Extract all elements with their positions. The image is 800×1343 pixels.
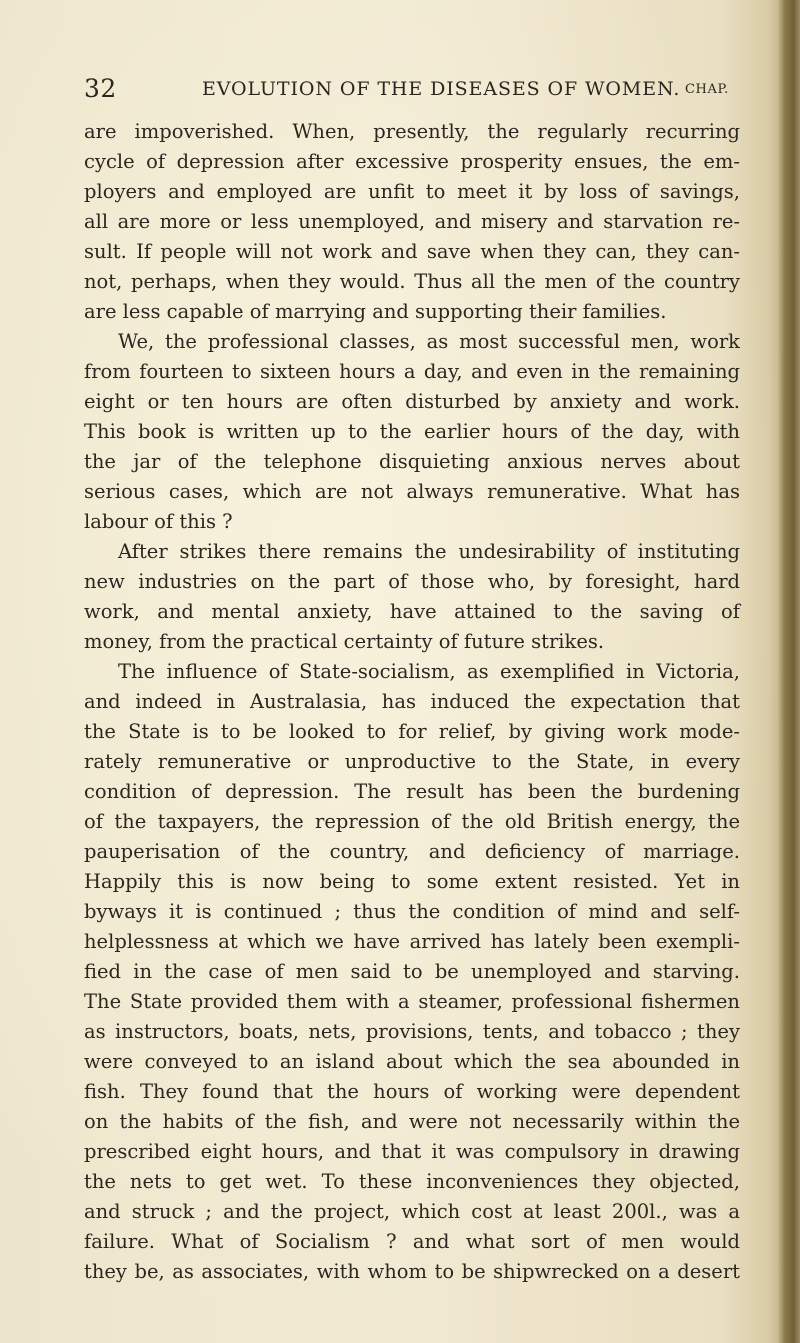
text-line: serious cases, which are not always remunerative. What has xyxy=(84,480,740,503)
text-line: pauperisation of the country, and deficiency of marriage. xyxy=(84,840,740,863)
text-line: the nets to get wet. To these inconveniences they objected, xyxy=(84,1170,740,1193)
text-line: and indeed in Australasia, has induced the expectation that xyxy=(84,690,740,713)
text-line: byways it is continued ; thus the condition of mind and self- xyxy=(84,900,740,923)
text-line: on the habits of the fish, and were not necessarily within the xyxy=(84,1110,740,1133)
text-line: money, from the practical certainty of future strikes. xyxy=(84,630,605,653)
text-line: were conveyed to an island about which the sea abounded in xyxy=(84,1050,740,1073)
text-line: sult. If people will not work and save when they can, they can- xyxy=(84,240,740,263)
text-line: new industries on the part of those who, by foresight, hard xyxy=(84,570,740,593)
text-line: are impoverished. When, presently, the regularly recurring xyxy=(84,120,740,143)
text-line: are less capable of marrying and supporting their families. xyxy=(84,300,667,323)
text-line: rately remunerative or unproductive to the State, in every xyxy=(84,750,740,773)
page-number: 32 xyxy=(84,74,117,103)
text-line: helplessness at which we have arrived has lately been exempli- xyxy=(84,930,740,953)
text-line: the State is to be looked to for relief, by giving work mode- xyxy=(84,720,740,743)
body-text xyxy=(84,117,740,1287)
text-line: labour of this ? xyxy=(84,510,233,533)
text-line: Happily this is now being to some extent resisted. Yet in xyxy=(84,870,740,893)
text-line: they be, as associates, with whom to be shipwrecked on a desert xyxy=(84,1260,740,1283)
text-line: We, the professional classes, as most successful men, work xyxy=(118,330,740,353)
text-line: After strikes there remains the undesirability of instituting xyxy=(118,540,740,563)
text-line: This book is written up to the earlier hours of the day, with xyxy=(84,420,740,443)
page-binding-edge xyxy=(778,0,800,1343)
text-line: fish. They found that the hours of working were dependent xyxy=(84,1080,740,1103)
text-line: eight or ten hours are often disturbed by anxiety and work. xyxy=(84,390,740,413)
page-header xyxy=(84,74,736,108)
text-line: all are more or less unemployed, and misery and starvation re- xyxy=(84,210,740,233)
text-line: work, and mental anxiety, have attained to the saving of xyxy=(84,600,740,623)
text-line: cycle of depression after excessive prosperity ensues, the em- xyxy=(84,150,740,173)
chapter-label: CHAP. xyxy=(685,82,729,97)
text-line: condition of depression. The result has been the burdening xyxy=(84,780,740,803)
text-line: prescribed eight hours, and that it was compulsory in drawing xyxy=(84,1140,740,1163)
text-line: from fourteen to sixteen hours a day, and even in the remaining xyxy=(84,360,740,383)
text-line: not, perhaps, when they would. Thus all the men of the country xyxy=(84,270,740,293)
text-line: The State provided them with a steamer, professional fishermen xyxy=(84,990,740,1013)
running-head: EVOLUTION OF THE DISEASES OF WOMEN. xyxy=(202,78,681,100)
text-line: failure. What of Socialism ? and what sort of men would xyxy=(84,1230,740,1253)
text-line: of the taxpayers, the repression of the old British energy, the xyxy=(84,810,740,833)
text-line: fied in the case of men said to be unemployed and starving. xyxy=(84,960,740,983)
text-line: and struck ; and the project, which cost at least 200l., was a xyxy=(84,1200,740,1223)
text-line: the jar of the telephone disquieting anxious nerves about xyxy=(84,450,740,473)
text-line: as instructors, boats, nets, provisions, tents, and tobacco ; they xyxy=(84,1020,740,1043)
text-line: The influence of State-socialism, as exemplified in Victoria, xyxy=(118,660,740,683)
text-line: ployers and employed are unfit to meet it by loss of savings, xyxy=(84,180,740,203)
